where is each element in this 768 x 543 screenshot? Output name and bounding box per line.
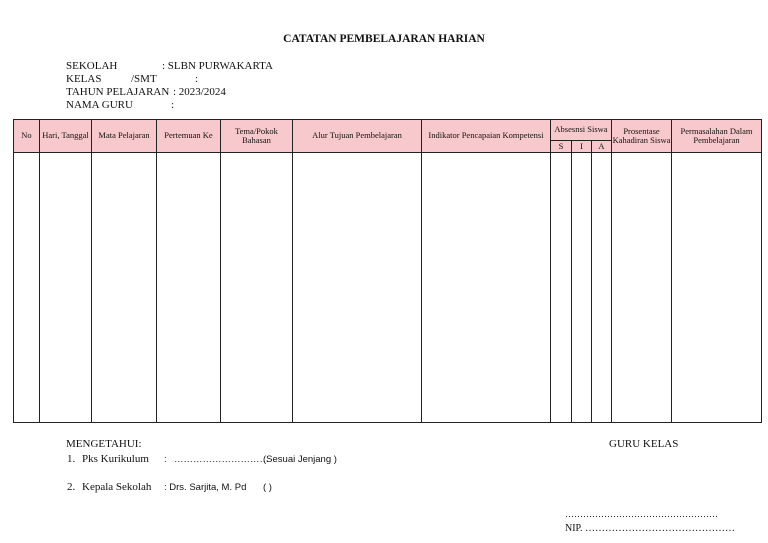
header-hari-tanggal: Hari, Tanggal (40, 120, 92, 153)
guru-value: : (171, 99, 175, 111)
cell-prosentase[interactable] (612, 153, 672, 423)
item1-number: 1. (67, 453, 76, 465)
guru-label: NAMA GURU (66, 99, 133, 111)
cell-hari-tanggal[interactable] (40, 153, 92, 423)
sekolah-label: SEKOLAH (66, 60, 118, 72)
header-alur-tujuan: Alur Tujuan Pembelajaran (293, 120, 422, 153)
sekolah-value: : SLBN PURWAKARTA (162, 60, 273, 72)
learning-log-table (13, 119, 762, 423)
guru-kelas-label: GURU KELAS (609, 438, 679, 450)
tahun-label: TAHUN PELAJARAN (66, 86, 170, 98)
header-absensi-s: S (551, 141, 572, 153)
header-pertemuan: Pertemuan Ke (157, 120, 221, 153)
kelas-label: KELAS (66, 73, 102, 85)
header-absensi: Absesnsi Siswa (551, 120, 612, 141)
cell-absensi-s[interactable] (551, 153, 572, 423)
item2-paren: ( ) (263, 482, 272, 493)
header-mata-pelajaran: Mata Pelajaran (92, 120, 157, 153)
cell-absensi-a[interactable] (592, 153, 612, 423)
tahun-value: : 2023/2024 (173, 86, 226, 98)
header-tema: Tema/Pokok Bahasan (221, 120, 293, 153)
cell-absensi-i[interactable] (572, 153, 592, 423)
item1-dots: ………………………… (174, 454, 269, 465)
cell-mata-pelajaran[interactable] (92, 153, 157, 423)
header-permasalahan: Permasalahan Dalam Pembelajaran (672, 120, 762, 153)
cell-alur-tujuan[interactable] (293, 153, 422, 423)
cell-permasalahan[interactable] (672, 153, 762, 423)
mengetahui-label: MENGETAHUI: (66, 438, 142, 450)
item1-note: (Sesuai Jenjang ) (263, 454, 337, 465)
kelas-value: : (195, 73, 199, 85)
item1-label: Pks Kurikulum (82, 453, 149, 465)
header-no: No (14, 120, 40, 153)
cell-pertemuan[interactable] (157, 153, 221, 423)
cell-tema[interactable] (221, 153, 293, 423)
nip-line: NIP. ……………………………………… (565, 523, 736, 534)
header-prosentase: Prosentase Kahadiran Siswa (612, 120, 672, 153)
item2-value: : Drs. Sarjita, M. Pd (164, 482, 247, 493)
signature-line: …………………………………………… (565, 509, 718, 519)
header-absensi-a: A (592, 141, 612, 153)
table-body-row (14, 153, 762, 423)
header-absensi-i: I (572, 141, 592, 153)
item1-colon: : (164, 454, 167, 465)
smt-label: /SMT (131, 73, 157, 85)
item2-number: 2. (67, 481, 76, 493)
header-indikator: Indikator Pencapaian Kompetensi (422, 120, 551, 153)
cell-indikator[interactable] (422, 153, 551, 423)
item2-label: Kepala Sekolah (82, 481, 152, 493)
cell-no[interactable] (14, 153, 40, 423)
document-title: CATATAN PEMBELAJARAN HARIAN (283, 33, 485, 45)
